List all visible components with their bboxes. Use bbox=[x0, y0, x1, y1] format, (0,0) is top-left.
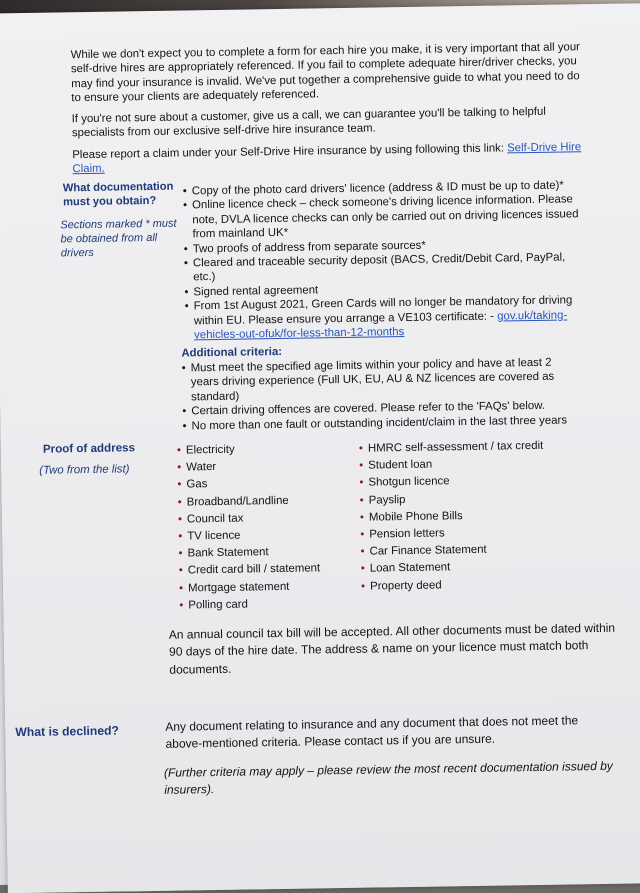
claim-text: Please report a claim under your Self-Drive Hire insurance by using following this link: bbox=[72, 142, 508, 162]
documentation-item: • Copy of the photo card drivers' licence (address & ID must be up to date)* bbox=[183, 178, 583, 199]
criteria-item: • Must meet the specified age limits within your policy and have at least 2 years driving experience (Full UK, EU, AU & NZ licences are covered as standard) bbox=[182, 355, 583, 404]
declined-heading bbox=[15, 724, 119, 740]
proof-item: • Bank Statement bbox=[178, 543, 348, 563]
gov-uk-link[interactable]: gov.uk/taking-vehicles-out-ofuk/for-less-than-12-months bbox=[194, 309, 568, 342]
criteria-item: • No more than one fault or outstanding incident/claim in the last three years bbox=[182, 413, 582, 434]
intro-paragraph-1-text: While we don't expect you to complete a form for each hire you make, it is very important that all your self-drive hires are appropriately referenced. If you fail to complete adequate hirer/driver checks, you may find your insurance is invalid. We've put together a comprehensive guide to what you need to do to ensure your clients are adequately referenced. bbox=[70, 41, 581, 105]
documentation-note-text: Sections marked * must be obtained from all drivers bbox=[60, 217, 177, 260]
proof-item: • Polling card bbox=[179, 595, 349, 615]
claim-link[interactable]: Self-Drive Hire Claim. bbox=[72, 141, 582, 176]
proof-item: • Loan Statement bbox=[361, 558, 571, 578]
green-card-item bbox=[185, 293, 586, 342]
intro-paragraph-2 bbox=[72, 104, 582, 141]
documentation-heading bbox=[63, 181, 175, 210]
declined-text-content: Any document relating to insurance and any document that does not meet the above-mentioned criteria. Please contact us if you are unsure. bbox=[165, 713, 579, 752]
proof-item: • Pension letters bbox=[360, 523, 570, 543]
proof-item: • TV licence bbox=[178, 526, 348, 546]
proof-subheading bbox=[39, 463, 129, 476]
proof-item: • Electricity bbox=[177, 440, 347, 460]
declined-text bbox=[165, 712, 615, 754]
documentation-note bbox=[60, 217, 179, 261]
proof-item: • Shotgun licence bbox=[359, 472, 569, 492]
proof-subheading-text: (Two from the list) bbox=[39, 463, 130, 477]
additional-criteria-list bbox=[182, 355, 583, 433]
intro-paragraph-2-text: If you're not sure about a customer, give us a call, we can guarantee you'll be talking to helpful specialists from our exclusive self-drive hire insurance team. bbox=[71, 105, 546, 140]
proof-item: • Student loan bbox=[359, 455, 569, 475]
proof-note-text: An annual council tax bill will be accepted. All other documents must be dated within 90 days of the hire date. The address & name on your licence must match both documents. bbox=[168, 620, 616, 677]
document-page bbox=[0, 3, 640, 893]
proof-item: • Broadband/Landline bbox=[178, 492, 348, 512]
proof-item: • Water bbox=[177, 457, 347, 477]
declined-heading-text: What is declined? bbox=[15, 723, 120, 740]
proof-note bbox=[169, 620, 620, 679]
documentation-item: • Two proofs of address from separate sources* bbox=[184, 236, 584, 257]
claim-paragraph bbox=[72, 140, 592, 177]
declined-note-text: (Further criteria may apply – please review the most recent documentation issued by insurers). bbox=[163, 758, 613, 798]
criteria-item: • Certain driving offences are covered. Please refer to the 'FAQs' below. bbox=[182, 398, 582, 419]
proof-item: • Credit card bill / statement bbox=[179, 560, 349, 580]
proof-item: • Mortgage statement bbox=[179, 578, 349, 598]
proof-item: • Payslip bbox=[360, 489, 570, 509]
documentation-heading-text: What documentation must you obtain? bbox=[62, 180, 174, 208]
green-card-text: From 1st August 2021, Green Cards will no longer be mandatory for driving within EU. Please ensure you arrange a VE103 certificate: - bbox=[193, 294, 573, 327]
proof-item: • Car Finance Statement bbox=[360, 541, 570, 561]
documentation-item: • Online licence check – check someone's driving licence information. Please note, DVLA licence checks can only be carried out on driving licences issued from mainland UK* bbox=[183, 193, 584, 242]
additional-criteria-heading-text: Additional criteria: bbox=[181, 345, 283, 360]
declined-note bbox=[164, 758, 614, 800]
proof-heading bbox=[43, 441, 135, 455]
documentation-list bbox=[183, 178, 585, 343]
additional-criteria-heading bbox=[181, 345, 282, 361]
proof-heading-text: Proof of address bbox=[42, 441, 136, 456]
proof-item: • HMRC self-assessment / tax credit bbox=[359, 437, 569, 457]
proof-item: • Property deed bbox=[361, 575, 571, 595]
proof-item: • Gas bbox=[177, 474, 347, 494]
documentation-item: • Signed rental agreement bbox=[184, 279, 584, 300]
intro-paragraph-1 bbox=[71, 40, 582, 106]
documentation-item: • Cleared and traceable security deposit (BACS, Credit/Debit Card, PayPal, etc.) bbox=[184, 250, 584, 285]
proof-item: • Council tax bbox=[178, 509, 348, 529]
proof-list-left bbox=[177, 440, 350, 615]
proof-item: • Mobile Phone Bills bbox=[360, 506, 570, 526]
proof-list-right bbox=[359, 437, 571, 595]
